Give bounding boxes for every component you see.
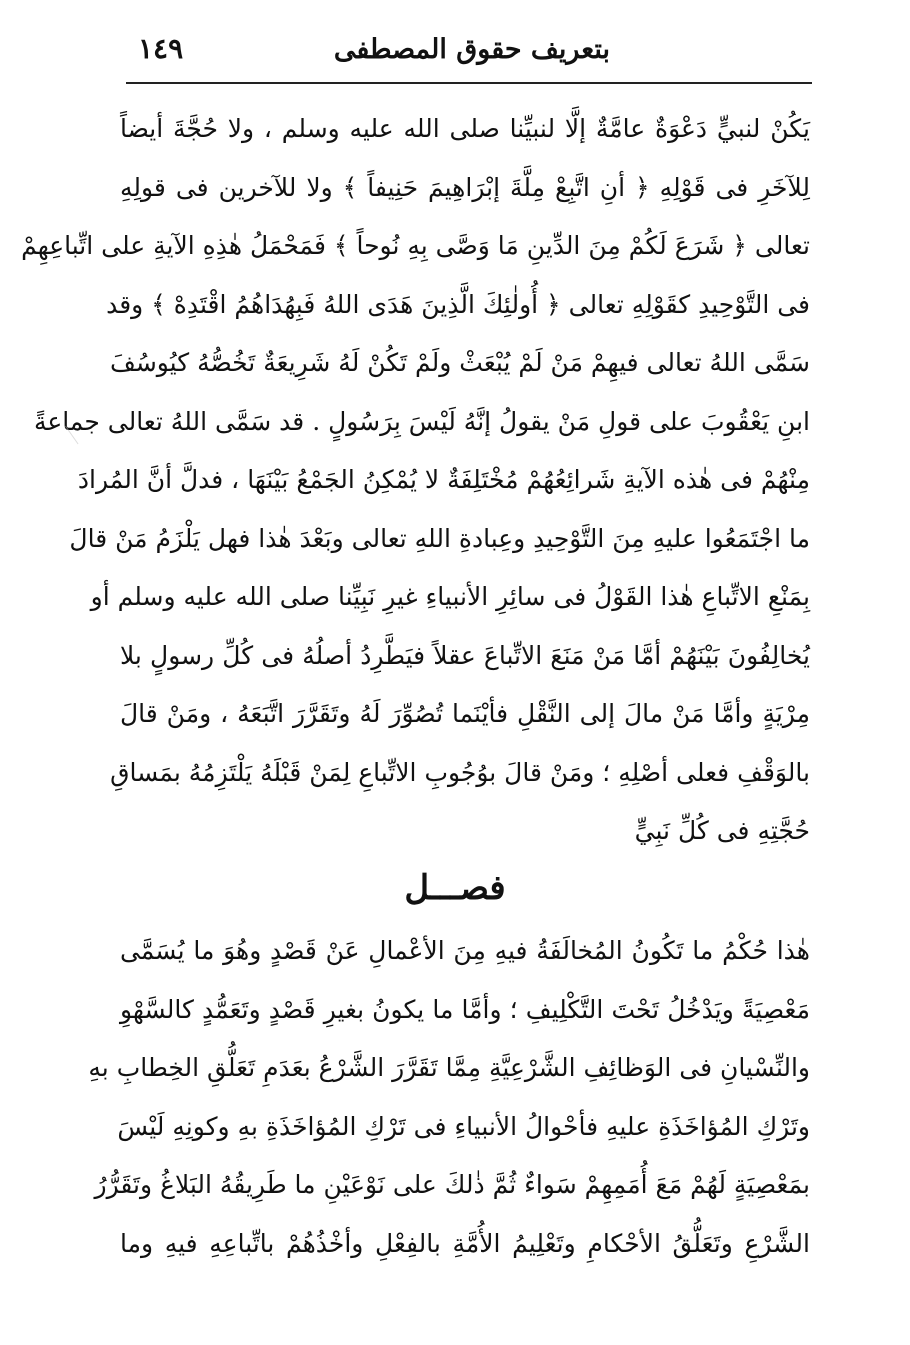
- text-line: بمَعْصِيَةٍ لَهُمْ مَعَ أُمَمِهِمْ سَواءٌ ثُمَّ ذٰلكَ على نَوْعَيْنِ ما طَرِيقُهُ البَلاغُ وتَقَرُّرُ: [94, 1170, 810, 1199]
- text-line: مِنْهُمْ فى هٰذه الآيةِ شَرائِعُهُمْ مُخْتَلِفَةٌ لا يُمْكِنُ الجَمْعُ بَيْنَهَا ، فدلَّ أنَّ المُرادَ: [77, 465, 810, 494]
- text-line: لِلآخَرِ فى قَوْلِهِ ﴿ أنِ اتَّبِعْ مِلَّةَ إبْرَاهِيمَ حَنِيفاً ﴾ ولا للآخرين فى قولِهِ: [120, 172, 810, 202]
- text-line: مِرْيَةٍ وأمَّا مَنْ مالَ إلى النَّقْلِ فأيْنَما تُصُوِّرَ لَهُ وتَقَرَّرَ اتَّبَعَهُ ، ومَنْ قالَ: [120, 699, 810, 728]
- header-title: بتعريف حقوق المصطفى: [333, 34, 610, 65]
- text-line: تعالى ﴿ شَرَعَ لَكُمْ مِنَ الدِّينِ مَا وَصَّى بِهِ نُوحاً ﴾ فَمَحْمَلُ هٰذِهِ الآيةِ على اتِّباعِهِمْ: [21, 231, 810, 260]
- text-line: هٰذا حُكْمُ ما تَكُونُ المُخالَفَةُ فيهِ مِنَ الأعْمالِ عَنْ قَصْدٍ وهُوَ ما يُسَمَّى: [120, 936, 810, 965]
- text-line: سَمَّى اللهُ تعالى فيهِمْ مَنْ لَمْ يُبْعَثْ ولَمْ تَكُنْ لَهُ شَرِيعَةٌ تَخُصُّهُ كيُوسُفَ: [109, 348, 810, 377]
- text-line: بِمَنْعِ الاتِّباعِ هٰذا القَوْلُ فى سائِرِ الأنبياءِ غيرِ نَبِيِّنا صلى الله عليه وسلم أو: [90, 582, 810, 611]
- text-line: يَكُنْ لنبيٍّ دَعْوَةٌ عامَّةٌ إلَّا لنبيِّنا صلى الله عليه وسلم ، ولا حُجَّةَ أيضاً: [120, 114, 810, 143]
- text-line: والنِّسْيانِ فى الوَظائِفِ الشَّرْعِيَّةِ مِمَّا تَقَرَّرَ الشَّرْعُ بعَدَمِ تَعَلُّقِ الخِطابِ بهِ: [88, 1053, 810, 1082]
- text-line: بالوَقْفِ فعلى أصْلِهِ ؛ ومَنْ قالَ بوُجُوبِ الاتِّباعِ لِمَنْ قَبْلَهُ يَلْتَزِمُهُ بمَساقِ: [110, 757, 810, 787]
- section-heading: فصـــل: [404, 868, 506, 908]
- text-line: فى التَّوْحِيدِ كقَوْلِهِ تعالى ﴿ أُولٰئِكَ الَّذِينَ هَدَى اللهُ فَبِهُدَاهُمُ اقْتَدِهْ ﴾ وقد: [106, 289, 810, 319]
- text-line: الشَّرْعِ وتَعَلُّقُ الأحْكامِ وتَعْلِيمُ الأُمَّةِ بالفِعْلِ وأخْذُهُمْ باتِّباعِهِ فيهِ وما: [120, 1228, 810, 1258]
- text-line: ما اجْتَمَعُوا عليهِ مِنَ التَّوْحِيدِ وعِبادةِ اللهِ تعالى وبَعْدَ هٰذا فهل يَلْزَمُ مَنْ قالَ: [69, 523, 810, 553]
- text-line: يُخالِفُونَ بَيْنَهُمْ أمَّا مَنْ مَنَعَ الاتِّباعَ عقلاً فيَطَّرِدُ أصلُهُ فى كُلِّ رسولٍ بلا: [120, 640, 810, 670]
- text-line: وتَرْكِ المُؤاخَذَةِ عليهِ فأحْوالُ الأنبياءِ فى تَرْكِ المُؤاخَذَةِ بهِ وكونِهِ لَيْسَ: [117, 1111, 810, 1141]
- header-rule: [126, 82, 812, 84]
- text-line: حُجَّتِهِ فى كُلِّ نَبِيٍّ: [634, 816, 810, 845]
- running-header: [130, 30, 810, 78]
- text-line: مَعْصِيَةً ويَدْخُلُ تَحْتَ التَّكْلِيفِ ؛ وأمَّا ما يكونُ بغيرِ قَصْدٍ وتَعَمُّدٍ كالسَّهْوِ: [120, 994, 810, 1024]
- text-line: ابنِ يَعْقُوبَ على قولِ مَنْ يقولُ إنَّهُ لَيْسَ بِرَسُولٍ . قد سَمَّى اللهُ تعالى جماعةً: [33, 406, 810, 436]
- page-number: ١٤٩: [138, 32, 184, 65]
